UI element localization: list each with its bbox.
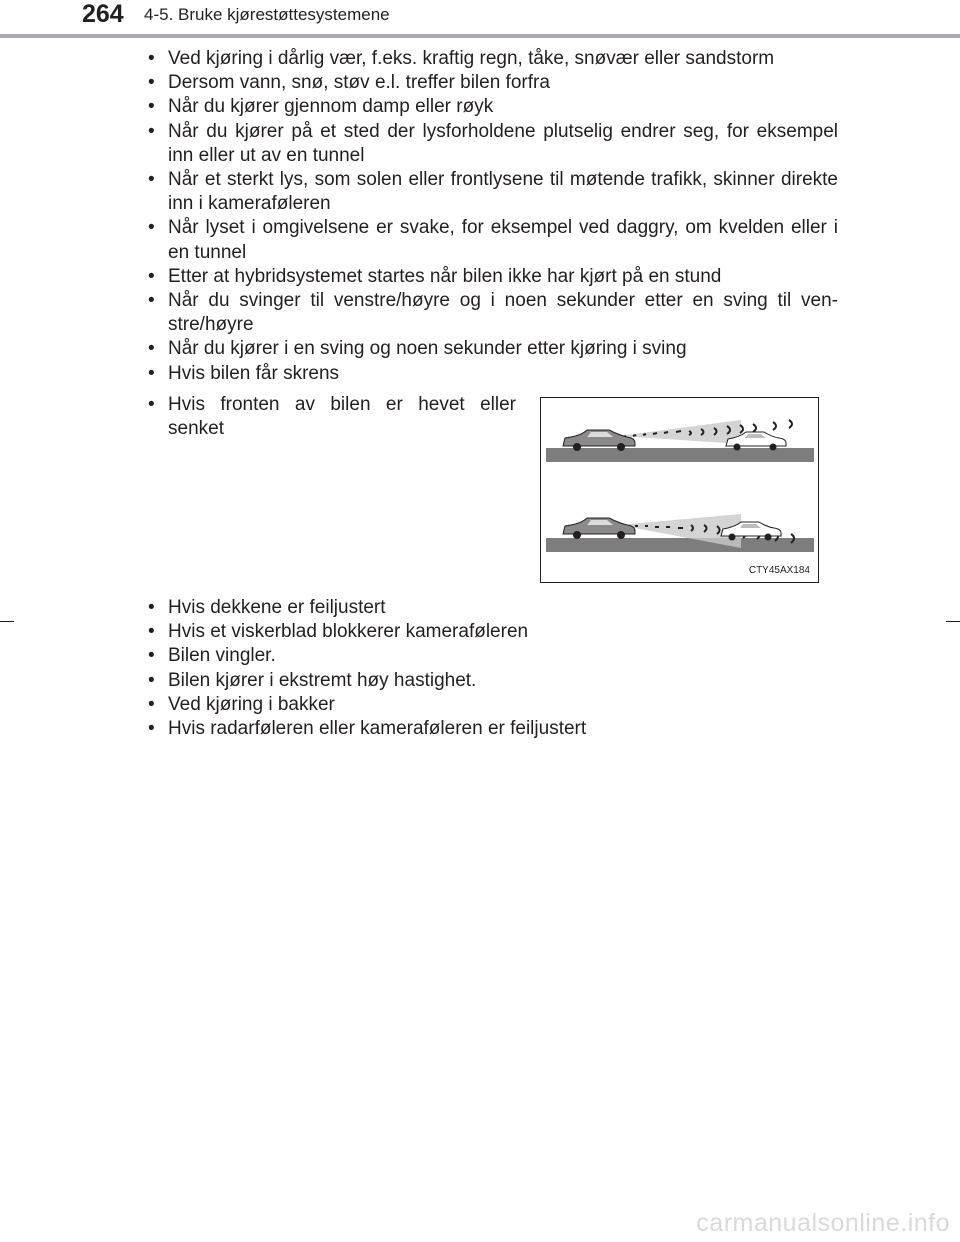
car-icon xyxy=(563,430,635,451)
list-item: • Hvis radarføleren eller kameraføleren er feiljustert xyxy=(148,717,838,741)
list-item: • Når du kjører på et sted der lysforholdene plutselig endrer seg, for eksempel inn eller ut av en tunnel xyxy=(148,120,838,168)
condition-list-top xyxy=(148,47,838,386)
list-item: • Når lyset i omgivelsene er svake, for eksempel ved daggry, om kvelden eller i en tunnel xyxy=(148,216,838,264)
pitch-illustration xyxy=(540,397,819,583)
list-item: • Hvis et viskerblad blokkerer kameraføleren xyxy=(148,620,838,644)
list-item: • Bilen kjører i ekstremt høy hastighet. xyxy=(148,669,838,693)
figure-code: CTY45AX184 xyxy=(748,565,810,576)
list-item: • Når et sterkt lys, som solen eller frontlysene til møtende trafikk, skinner direkte inn i kameraføleren xyxy=(148,168,838,216)
condition-list-middle xyxy=(148,393,516,441)
list-item: • Når du svinger til venstre/høyre og i noen sekunder etter en sving til venstre/høyre xyxy=(148,289,838,337)
crop-mark-left xyxy=(0,621,14,622)
list-item: • Hvis fronten av bilen er hevet eller senket xyxy=(148,393,516,441)
list-item: • Bilen vingler. xyxy=(148,644,838,668)
list-item: • Etter at hybridsystemet startes når bilen ikke har kjørt på en stund xyxy=(148,265,838,289)
car-pitch-diagram xyxy=(541,398,818,582)
section-title: 4-5. Bruke kjørestøttesystemene xyxy=(144,5,390,24)
header-rule xyxy=(0,34,960,38)
list-item: • Når du kjører gjennom damp eller røyk xyxy=(148,95,838,119)
list-item: • Ved kjøring i dårlig vær, f.eks. kraftig regn, tåke, snøvær eller sandstorm xyxy=(148,47,838,71)
watermark: carmanualsonline.info xyxy=(696,1209,950,1237)
road-bottom xyxy=(546,538,814,552)
list-item: • Ved kjøring i bakker xyxy=(148,693,838,717)
car-icon xyxy=(563,518,635,539)
condition-list-bottom xyxy=(148,596,838,741)
list-item: • Hvis bilen får skrens xyxy=(148,362,838,386)
crop-mark-right xyxy=(946,621,960,622)
list-item: • Hvis dekkene er feiljustert xyxy=(148,596,838,620)
list-item: • Dersom vann, snø, støv e.l. treffer bilen forfra xyxy=(148,71,838,95)
list-item: • Når du kjører i en sving og noen sekunder etter kjøring i sving xyxy=(148,337,838,361)
page-number: 264 xyxy=(82,0,124,28)
